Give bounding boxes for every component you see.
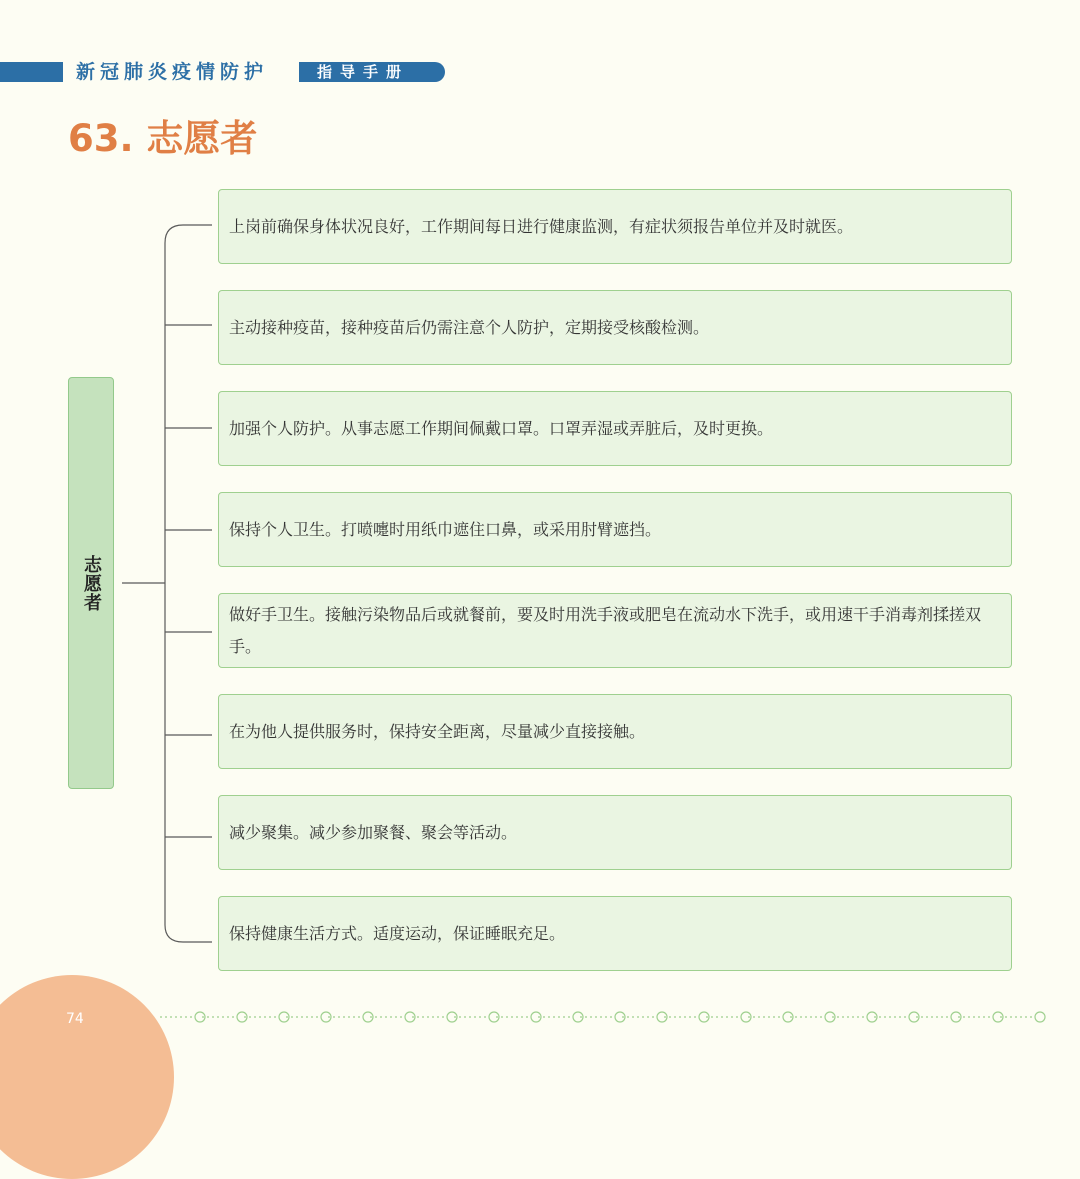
footer-dot-circle: [909, 1012, 919, 1022]
guideline-text: 主动接种疫苗，接种疫苗后仍需注意个人防护，定期接受核酸检测。: [229, 317, 710, 337]
guideline-item-8: [218, 896, 1012, 971]
header-title: 新冠肺炎疫情防护: [76, 61, 269, 83]
guideline-text: 在为他人提供服务时，保持安全距离，尽量减少直接接触。: [229, 721, 646, 741]
footer-dot-circle: [321, 1012, 331, 1022]
footer-dot-circle: [363, 1012, 373, 1022]
page-number: 74: [66, 1011, 84, 1027]
footer-dot-circle: [489, 1012, 499, 1022]
guideline-item-6: [218, 694, 1012, 769]
page-title: 63. 志愿者: [68, 117, 258, 160]
footer-dot-circle: [195, 1012, 205, 1022]
footer-dot-circle: [573, 1012, 583, 1022]
guideline-item-4: [218, 492, 1012, 567]
guideline-text: 保持健康生活方式。适度运动，保证睡眠充足。: [229, 923, 566, 943]
footer-dot-circle: [699, 1012, 709, 1022]
footer-dot-circle: [279, 1012, 289, 1022]
footer-dot-circle: [825, 1012, 835, 1022]
guideline-item-5: [218, 593, 1012, 668]
header-accent-bar: [0, 62, 63, 82]
footer-dot-circle: [741, 1012, 751, 1022]
guideline-item-7: [218, 795, 1012, 870]
root-node: [68, 377, 114, 789]
footer-dot-circle: [657, 1012, 667, 1022]
footer-dot-circle: [405, 1012, 415, 1022]
page-number-circle: [0, 975, 174, 1179]
guideline-text: 保持个人卫生。打喷嚏时用纸巾遮住口鼻，或采用肘臂遮挡。: [229, 519, 662, 539]
footer-dot-circle: [531, 1012, 541, 1022]
header-tag: 指导手册: [299, 62, 445, 82]
guideline-item-1: [218, 189, 1012, 264]
footer-dot-circle: [867, 1012, 877, 1022]
footer-dot-circle: [447, 1012, 457, 1022]
footer-dot-circle: [951, 1012, 961, 1022]
guideline-item-2: [218, 290, 1012, 365]
footer-dot-circle: [993, 1012, 1003, 1022]
guideline-text: 加强个人防护。从事志愿工作期间佩戴口罩。口罩弄湿或弄脏后，及时更换。: [229, 418, 774, 438]
footer-dot-circle: [1035, 1012, 1045, 1022]
root-label: 志愿者: [81, 554, 102, 612]
guideline-text: 做好手卫生。接触污染物品后或就餐前，要及时用洗手液或肥皂在流动水下洗手，或用速干手消毒剂揉搓双手。: [229, 604, 982, 656]
footer-dot-circle: [783, 1012, 793, 1022]
guideline-text: 上岗前确保身体状况良好，工作期间每日进行健康监测，有症状须报告单位并及时就医。: [229, 216, 854, 236]
guideline-item-3: [218, 391, 1012, 466]
footer-dot-circle: [237, 1012, 247, 1022]
guideline-text: 减少聚集。减少参加聚餐、聚会等活动。: [229, 822, 518, 842]
footer-dot-circle: [615, 1012, 625, 1022]
